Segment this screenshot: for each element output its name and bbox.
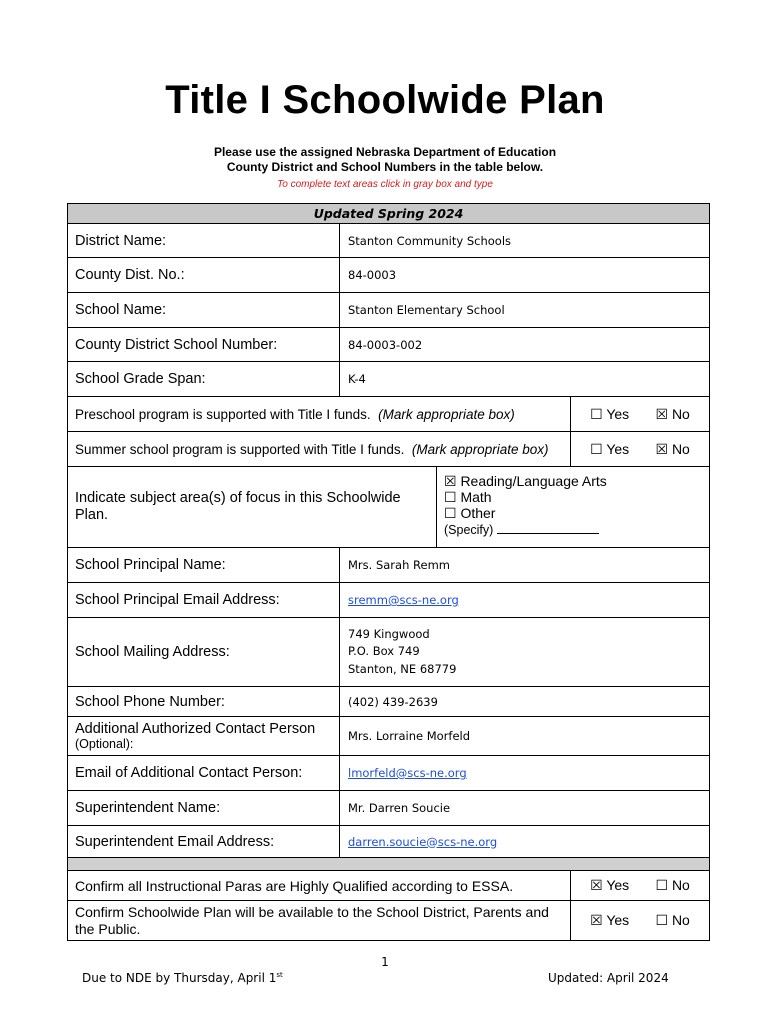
county-dist-no-field[interactable]: 84-0003 xyxy=(339,258,709,292)
mailing-address-line-2: P.O. Box 749 xyxy=(348,644,420,659)
reading-checkbox[interactable]: ☒ Reading/Language Arts xyxy=(444,473,607,489)
superintendent-name-label: Superintendent Name: xyxy=(75,800,221,816)
summer-checkboxes xyxy=(570,432,709,466)
availability-label: Confirm Schoolwide Plan will be available to the School District, Parents and the Public. xyxy=(75,903,549,937)
grade-span-label: School Grade Span: xyxy=(75,371,206,387)
preschool-label-text: Preschool program is supported with Title I funds. xyxy=(75,406,371,422)
district-name-field[interactable]: Stanton Community Schools xyxy=(339,224,709,257)
due-date-suffix: st xyxy=(276,971,283,979)
row-availability xyxy=(68,901,709,940)
row-district-name xyxy=(68,224,709,258)
row-superintendent-name xyxy=(68,791,709,826)
specify-field[interactable] xyxy=(444,521,709,538)
row-additional-email xyxy=(68,756,709,791)
availability-yes-checkbox[interactable]: ☒ Yes xyxy=(590,912,630,928)
paras-yes-checkbox[interactable]: ☒ Yes xyxy=(590,877,630,893)
row-paras xyxy=(68,871,709,901)
superintendent-name-field[interactable]: Mr. Darren Soucie xyxy=(339,791,709,825)
mailing-address-line-3: Stanton, NE 68779 xyxy=(348,661,457,676)
row-county-dist-no xyxy=(68,258,709,293)
page-title: Title I Schoolwide Plan xyxy=(165,78,605,122)
additional-email-field[interactable] xyxy=(339,756,709,790)
row-phone xyxy=(68,687,709,717)
plan-table xyxy=(67,203,710,941)
row-superintendent-email xyxy=(68,826,709,858)
row-preschool xyxy=(68,397,709,432)
additional-email-link[interactable]: lmorfeld@scs-ne.org xyxy=(348,766,467,780)
instructions-line-2: County District and School Numbers in the table below. xyxy=(226,160,544,174)
page-number: 1 xyxy=(381,955,389,969)
row-county-district-school-number xyxy=(68,328,709,362)
specify-blank[interactable] xyxy=(497,521,599,534)
preschool-checkboxes xyxy=(570,397,709,431)
superintendent-email-label: Superintendent Email Address: xyxy=(75,833,275,850)
paras-checkboxes xyxy=(570,871,709,900)
mailing-address-label: School Mailing Address: xyxy=(75,644,230,660)
availability-no-checkbox[interactable]: ☐ No xyxy=(655,912,690,928)
principal-email-label: School Principal Email Address: xyxy=(75,592,280,608)
gray-separator xyxy=(68,858,709,871)
paras-no-checkbox[interactable]: ☐ No xyxy=(655,877,690,893)
phone-field[interactable]: (402) 439-2639 xyxy=(339,687,709,716)
grade-span-field[interactable]: K-4 xyxy=(339,362,709,396)
row-mailing-address xyxy=(68,618,709,687)
additional-contact-field[interactable]: Mrs. Lorraine Morfeld xyxy=(339,717,709,755)
subject-areas-options xyxy=(436,467,709,547)
row-principal-email xyxy=(68,583,709,618)
summer-label xyxy=(68,432,570,466)
row-subject-areas xyxy=(68,467,709,548)
instructions-note: To complete text areas click in gray box and type xyxy=(277,179,493,190)
additional-contact-label: Additional Authorized Contact Person xyxy=(75,721,316,737)
summer-no-checkbox[interactable]: ☒ No xyxy=(655,440,690,457)
summer-hint: (Mark appropriate box) xyxy=(411,441,549,457)
preschool-no-checkbox[interactable]: ☒ No xyxy=(655,405,690,422)
table-header: Updated Spring 2024 xyxy=(68,204,709,224)
summer-label-text: Summer school program is supported with Title I funds. xyxy=(75,441,405,457)
county-dist-no-label: County Dist. No.: xyxy=(75,267,185,283)
county-district-school-number-field[interactable]: 84-0003-002 xyxy=(339,328,709,361)
specify-label: (Specify) xyxy=(444,523,494,537)
row-school-name xyxy=(68,293,709,328)
instructions-line-1: Please use the assigned Nebraska Department of Education xyxy=(213,145,557,159)
other-checkbox[interactable]: ☐ Other xyxy=(444,505,496,521)
school-name-label: School Name: xyxy=(75,302,167,318)
additional-contact-label-cell xyxy=(68,717,339,755)
due-date xyxy=(82,971,283,985)
row-summer-school xyxy=(68,432,709,467)
row-principal-name xyxy=(68,548,709,583)
subject-areas-label: Indicate subject area(s) of focus in this Schoolwide Plan. xyxy=(75,490,401,523)
principal-name-label: School Principal Name: xyxy=(75,557,226,573)
mailing-address-line-1: 749 Kingwood xyxy=(348,626,430,641)
due-date-text: Due to NDE by Thursday, April 1 xyxy=(82,971,277,985)
principal-name-field[interactable]: Mrs. Sarah Remm xyxy=(339,548,709,582)
math-checkbox[interactable]: ☐ Math xyxy=(444,489,492,505)
preschool-hint: (Mark appropriate box) xyxy=(378,406,515,422)
additional-contact-sublabel: (Optional): xyxy=(75,737,134,751)
superintendent-email-field[interactable] xyxy=(339,826,709,857)
phone-label: School Phone Number: xyxy=(75,693,225,710)
row-grade-span xyxy=(68,362,709,397)
preschool-yes-checkbox[interactable]: ☐ Yes xyxy=(590,405,630,422)
availability-checkboxes xyxy=(570,901,709,940)
additional-email-label: Email of Additional Contact Person: xyxy=(75,765,303,781)
principal-email-field[interactable] xyxy=(339,583,709,617)
mailing-address-field[interactable] xyxy=(339,618,709,686)
preschool-label xyxy=(68,397,570,431)
updated-date: Updated: April 2024 xyxy=(548,971,669,985)
county-district-school-number-label: County District School Number: xyxy=(75,336,278,353)
summer-yes-checkbox[interactable]: ☐ Yes xyxy=(590,440,630,457)
superintendent-email-link[interactable]: darren.soucie@scs-ne.org xyxy=(348,834,498,849)
district-name-label: District Name: xyxy=(75,232,167,249)
row-additional-contact xyxy=(68,717,709,756)
paras-label: Confirm all Instructional Paras are Highly Qualified according to ESSA. xyxy=(75,877,514,894)
principal-email-link[interactable]: sremm@scs-ne.org xyxy=(348,593,459,607)
school-name-field[interactable]: Stanton Elementary School xyxy=(339,293,709,327)
